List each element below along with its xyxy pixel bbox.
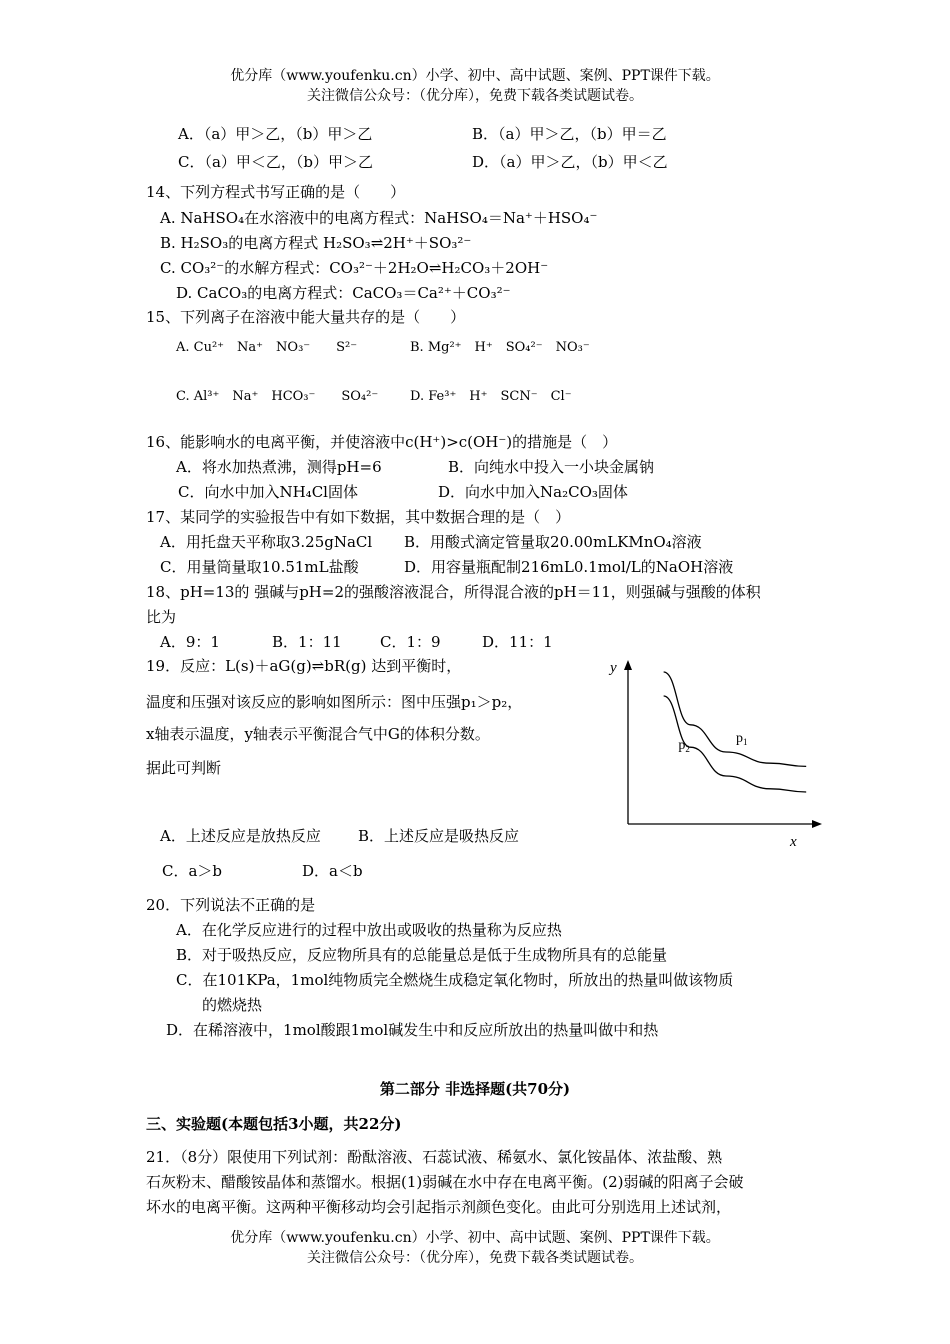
q16-stem: 16、能影响水的电离平衡，并使溶液中c(H⁺)>c(OH⁻)的措施是（ ） (146, 433, 618, 451)
q13-option-c: C．（a）甲＜乙，（b）甲＞乙 (178, 153, 374, 171)
header-line-2: 关注微信公众号：（优分库），免费下载各类试题试卷。 (307, 88, 643, 104)
q18-option-a: A．9：1 (160, 633, 220, 651)
q14-option-c: C. CO₃²⁻的水解方程式：CO₃²⁻＋2H₂O⇌H₂CO₃＋2OH⁻ (160, 259, 549, 277)
section3-title: 三、实验题(本题包括3小题，共22分) (146, 1115, 402, 1133)
series-layer (664, 672, 807, 792)
q19-stem-line-1: 19．反应：L(s)＋aG(g)⇌bR(g) 达到平衡时， (146, 657, 462, 675)
footer-line-2: 关注微信公众号：（优分库），免费下载各类试题试卷。 (307, 1250, 643, 1266)
q14-option-a: A. NaHSO₄在水溶液中的电离方程式：NaHSO₄＝Na⁺＋HSO₄⁻ (160, 209, 598, 227)
q17-option-c: C．用量筒量取10.51mL盐酸 (160, 558, 359, 576)
q20-option-c-line-2: 的燃烧热 (202, 996, 263, 1014)
q13-option-b: B．（a）甲＞乙，（b）甲＝乙 (472, 125, 667, 143)
q20-option-b: B．对于吸热反应，反应物所具有的总能量总是低于生成物所具有的总能量 (176, 946, 668, 964)
footer-line-1: 优分库（www.youfenku.cn）小学、初中、高中试题、案例、PPT课件下载。 (230, 1230, 720, 1246)
q19-option-c: C．a＞b (162, 862, 223, 880)
series-label-p1: $p_1$ (736, 731, 748, 747)
q14-stem: 14、下列方程式书写正确的是（ ） (146, 183, 406, 201)
q14-option-d: D. CaCO₃的电离方程式：CaCO₃＝Ca²⁺＋CO₃²⁻ (176, 284, 511, 302)
part2-title: 第二部分 非选择题(共70分) (379, 1080, 571, 1098)
q17-option-b: B．用酸式滴定管量取20.00mLKMnO₄溶液 (404, 533, 702, 551)
q18-option-b: B．1：11 (272, 633, 342, 651)
pressure-temperature-chart (600, 654, 830, 854)
q15-stem: 15、下列离子在溶液中能大量共存的是（ ） (146, 308, 466, 326)
q18-option-c: C．1：9 (380, 633, 441, 651)
q20-stem: 20．下列说法不正确的是 (146, 896, 316, 914)
q17-stem: 17、某同学的实验报告中有如下数据，其中数据合理的是（ ） (146, 508, 571, 526)
x-axis-arrow (812, 820, 822, 828)
q20-option-c-line-1: C．在101KPa，1mol纯物质完全燃烧生成稳定氧化物时，所放出的热量叫做该物质 (176, 971, 734, 989)
q17-option-a: A．用托盘天平称取3.25gNaCl (160, 533, 373, 551)
x-axis-label: x (790, 834, 797, 850)
header-line-1: 优分库（www.youfenku.cn）小学、初中、高中试题、案例、PPT课件下载。 (230, 68, 720, 84)
q19-option-b: B．上述反应是吸热反应 (358, 827, 520, 845)
q18-option-d: D．11：1 (482, 633, 553, 651)
q20-option-d: D．在稀溶液中，1mol酸跟1mol碱发生中和反应所放出的热量叫做中和热 (166, 1021, 659, 1039)
q16-option-c: C．向水中加入NH₄Cl固体 (178, 483, 358, 501)
q13-option-a: A．（a）甲＞乙，（b）甲＞乙 (178, 125, 373, 143)
q21-line-2: 石灰粉末、醋酸铵晶体和蒸馏水。根据(1)弱碱在水中存在电离平衡。(2)弱碱的阳离子会破 (146, 1173, 744, 1191)
q14-option-b: B. H₂SO₃的电离方程式 H₂SO₃⇌2H⁺＋SO₃²⁻ (160, 234, 472, 252)
y-axis-arrow (624, 660, 632, 670)
q19-option-a: A．上述反应是放热反应 (160, 827, 321, 845)
q15-option-d: D. Fe³⁺ H⁺ SCN⁻ Cl⁻ (410, 389, 572, 404)
q18-stem-line-1: 18、pH=13的 强碱与pH=2的强酸溶液混合，所得混合液的pH＝11，则强碱与强酸的体积 (146, 583, 761, 601)
q21-line-3: 坏水的电离平衡。这两种平衡移动均会引起指示剂颜色变化。由此可分别选用上述试剂， (146, 1198, 732, 1216)
q20-option-a: A．在化学反应进行的过程中放出或吸收的热量称为反应热 (176, 921, 562, 939)
q16-option-b: B．向纯水中投入一小块金属钠 (448, 458, 655, 476)
q15-option-a: A. Cu²⁺ Na⁺ NO₃⁻ S²⁻ (176, 340, 358, 355)
q19-stem-line-2: 温度和压强对该反应的影响如图所示：图中压强p₁＞p₂， (146, 693, 523, 711)
q18-stem-line-2: 比为 (146, 608, 177, 626)
q15-option-b: B. Mg²⁺ H⁺ SO₄²⁻ NO₃⁻ (410, 340, 590, 355)
q13-option-d: D．（a）甲＞乙，（b）甲＜乙 (472, 153, 668, 171)
q19-option-d: D．a＜b (302, 862, 363, 880)
q16-option-a: A．将水加热煮沸，测得pH=6 (176, 458, 382, 476)
series-label-p2: $p_2$ (678, 738, 690, 755)
q17-option-d: D．用容量瓶配制216mL0.1mol/L的NaOH溶液 (404, 558, 734, 576)
q15-option-c: C. Al³⁺ Na⁺ HCO₃⁻ SO₄²⁻ (176, 389, 379, 404)
q19-stem-line-3: x轴表示温度，y轴表示平衡混合气中G的体积分数。 (146, 725, 490, 743)
q16-option-d: D．向水中加入Na₂CO₃固体 (438, 483, 628, 501)
q21-line-1: 21．（8分）限使用下列试剂：酚酞溶液、石蕊试液、稀氨水、氯化铵晶体、浓盐酸、熟 (146, 1148, 723, 1166)
q19-stem-line-4: 据此可判断 (146, 759, 222, 777)
y-axis-label: y (610, 660, 617, 676)
chart-axes (608, 660, 822, 850)
